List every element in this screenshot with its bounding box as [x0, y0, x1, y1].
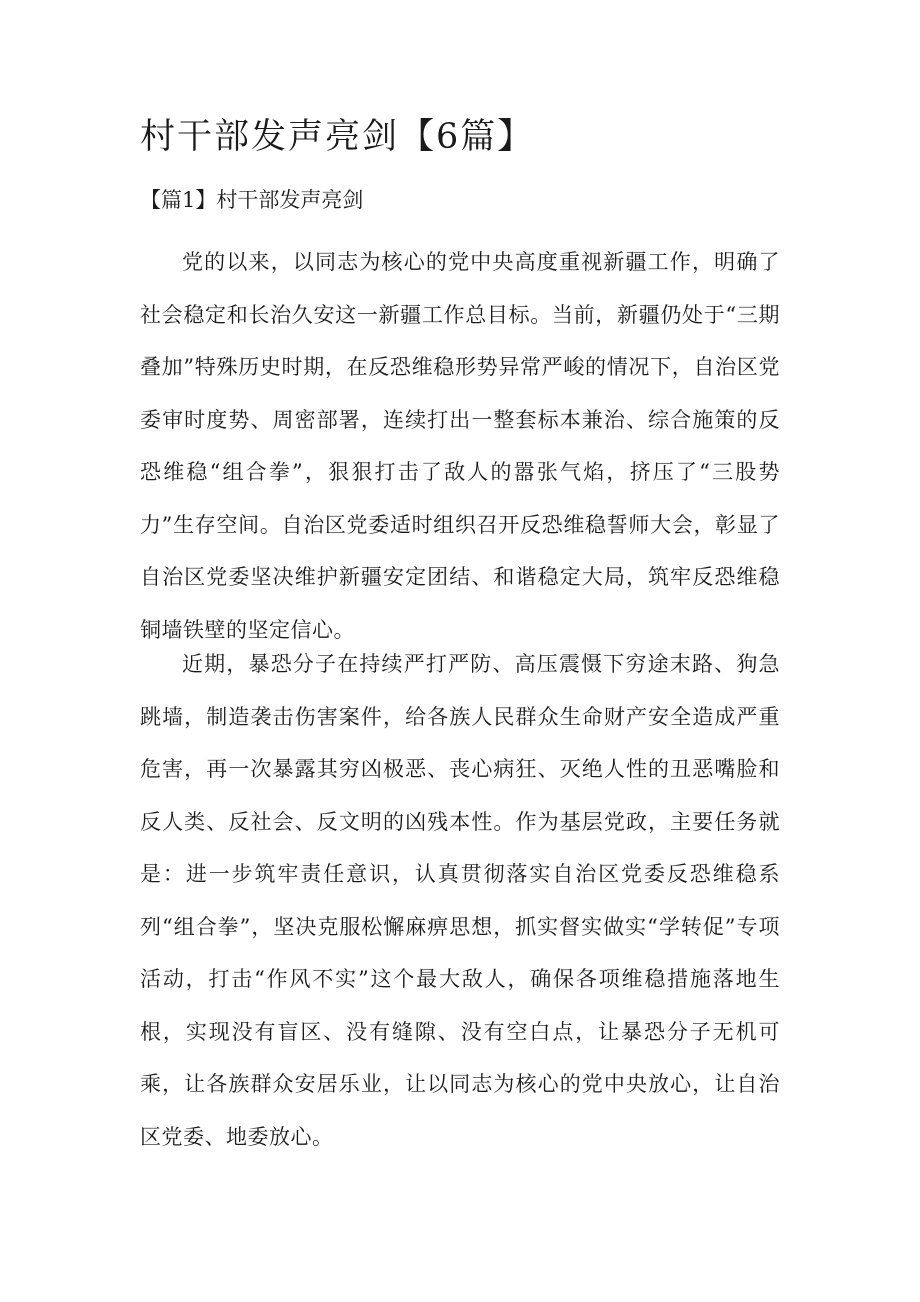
- document-title: 村干部发声亮剑【6篇】: [140, 117, 535, 157]
- body-paragraph: 近期，暴恐分子在持续严打严防、高压震慑下穷途末路、狗急跳墙，制造袭击伤害案件，给各族人民群众生命财产安全造成严重危害，再一次暴露其穷凶极恶、丧心病狂、灭绝人性的丑恶嘴脸和反人类、反社会、反文明的凶残本性。作为基层党政，主要任务就是：进一步筑牢责任意识，认真贯彻落实自治区党委反恐维稳系列“组合拳”，坚决克服松懈麻痹思想，抓实督实做实“学转促”专项活动，打击“作风不实”这个最大敌人，确保各项维稳措施落地生根，实现没有盲区、没有缝隙、没有空白点，让暴恐分子无机可乘，让各族群众安居乐业，让以同志为核心的党中央放心，让自治区党委、地委放心。: [140, 652, 780, 1149]
- body-paragraph: 党的以来，以同志为核心的党中央高度重视新疆工作，明确了社会稳定和长治久安这一新疆工作总目标。当前，新疆仍处于“三期叠加”特殊历史时期，在反恐维稳形势异常严峻的情况下，自治区党委审时度势、周密部署，连续打出一整套标本兼治、综合施策的反恐维稳“组合拳”，狠狠打击了敌人的嚣张气焰，挤压了“三股势力”生存空间。自治区党委适时组织召开反恐维稳誓师大会，彰显了自治区党委坚决维护新疆安定团结、和谐稳定大局，筑牢反恐维稳铜墙铁壁的坚定信心。: [140, 250, 780, 642]
- section-heading: 【篇1】村干部发声亮剑: [140, 188, 364, 212]
